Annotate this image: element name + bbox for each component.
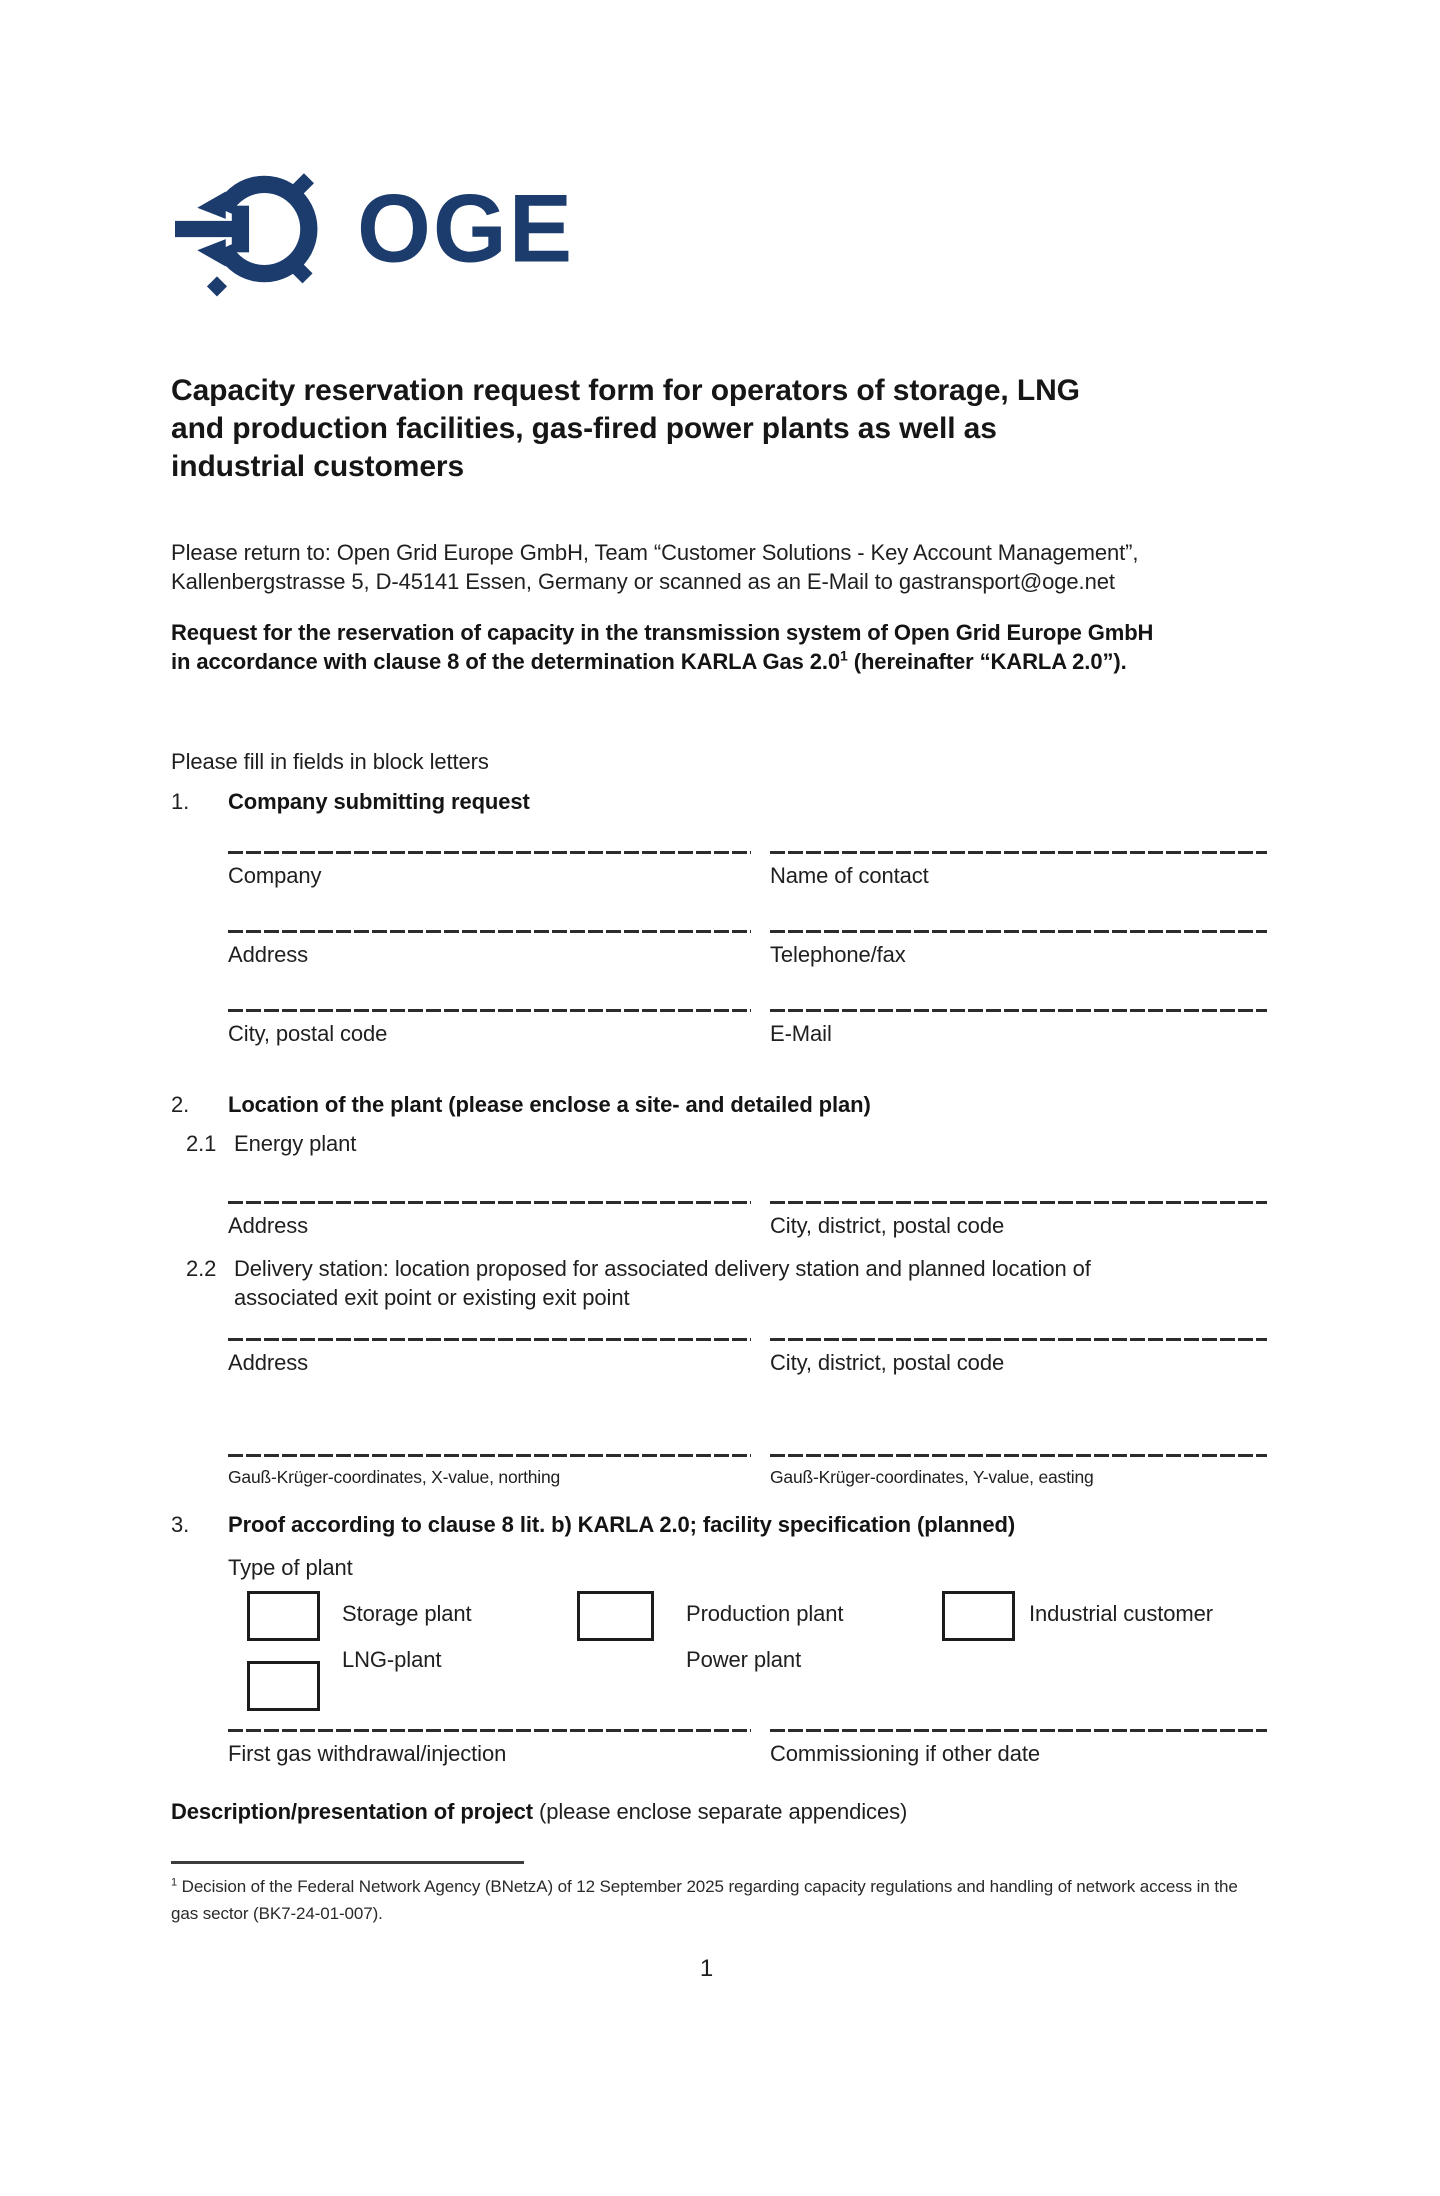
company-input-line[interactable] xyxy=(228,851,751,854)
oge-logo-icon xyxy=(171,158,321,300)
block-letters-note: Please fill in fields in block letters xyxy=(171,749,489,774)
gk-x-label: Gauß-Krüger-coordinates, X-value, northing xyxy=(228,1467,561,1487)
page-title xyxy=(171,372,1268,486)
station-city-label: City, district, postal code xyxy=(770,1350,1005,1375)
address-label: Address xyxy=(228,942,309,967)
email-label: E-Mail xyxy=(770,1021,832,1046)
section-2-1-title: Energy plant xyxy=(234,1131,357,1156)
lng-plant-label: LNG-plant xyxy=(342,1647,442,1672)
plant-address-label: Address xyxy=(228,1213,309,1238)
plant-type-options xyxy=(171,1585,1268,1717)
footnote-reference: 1 xyxy=(840,647,848,664)
power-plant-label: Power plant xyxy=(686,1647,802,1672)
section-2-heading xyxy=(171,1092,1268,1118)
form-row-coordinates xyxy=(228,1454,1268,1488)
form-row-plant-address xyxy=(228,1201,1268,1239)
section-3-title: Proof according to clause 8 lit. b) KARLA 2.0; facility specification (planned) xyxy=(228,1512,1016,1537)
section-3-number: 3. xyxy=(171,1512,190,1537)
lng-plant-checkbox[interactable] xyxy=(247,1661,320,1711)
section-2-2-heading xyxy=(186,1254,1268,1312)
request-statement xyxy=(171,618,1268,676)
title-line-1: Capacity reservation request form for operators of storage, LNG xyxy=(171,374,1080,407)
gk-x-input-line[interactable] xyxy=(228,1454,751,1457)
form-row-company xyxy=(228,851,1268,889)
industrial-customer-label: Industrial customer xyxy=(1029,1601,1213,1626)
contact-name-label: Name of contact xyxy=(770,863,929,888)
section-2-2-number: 2.2 xyxy=(186,1256,217,1281)
company-label: Company xyxy=(228,863,322,888)
production-plant-checkbox[interactable] xyxy=(577,1591,654,1641)
request-line-2: in accordance with clause 8 of the determination KARLA Gas $2.0^1$ (hereinafter “KARLA 2.0”). xyxy=(171,647,1127,674)
section-2-title: Location of the plant (please enclose a site- and detailed plan) xyxy=(228,1092,871,1117)
gk-y-input-line[interactable] xyxy=(770,1454,1267,1457)
section-1-number: 1. xyxy=(171,789,190,814)
form-row-dates xyxy=(228,1729,1268,1767)
oge-logo-text: OGE xyxy=(357,174,575,283)
telephone-fax-input-line[interactable] xyxy=(770,930,1267,933)
project-description-heading: Description/presentation of project (please enclose separate appendices) xyxy=(171,1799,908,1824)
return-instructions xyxy=(171,538,1268,596)
document-page xyxy=(0,158,1440,1983)
footnote-text: $^1$ Decision of the Federal Network Agency (BNetzA) of 12 September 2025 regarding capacity regulations and handling of network access in the gas sector (BK7-24-01-007). xyxy=(171,1876,1238,1923)
footnote-separator xyxy=(171,1861,524,1864)
form-row-city xyxy=(228,1009,1268,1047)
production-plant-label: Production plant xyxy=(686,1601,844,1626)
section-1-heading xyxy=(171,789,1268,815)
station-city-input-line[interactable] xyxy=(770,1338,1267,1341)
footnote-marker: 1 xyxy=(171,1876,178,1889)
page-number: 1 xyxy=(699,1955,714,1982)
plant-city-input-line[interactable] xyxy=(770,1201,1267,1204)
gk-y-label: Gauß-Krüger-coordinates, Y-value, easting xyxy=(770,1467,1094,1487)
city-postal-input-line[interactable] xyxy=(228,1009,751,1012)
return-line-1: Please return to: Open Grid Europe GmbH, Team “Customer Solutions - Key Account Management”, xyxy=(171,540,1139,565)
address-input-line[interactable] xyxy=(228,930,751,933)
industrial-customer-checkbox[interactable] xyxy=(942,1591,1015,1641)
commissioning-label: Commissioning if other date xyxy=(770,1741,1040,1766)
section-2-number: 2. xyxy=(171,1092,190,1117)
section-2-1-heading xyxy=(186,1129,1268,1158)
contact-name-input-line[interactable] xyxy=(770,851,1267,854)
station-address-input-line[interactable] xyxy=(228,1338,751,1341)
return-line-2: Kallenbergstrasse 5, D-45141 Essen, Germany or scanned as an E-Mail to gastransport@oge.net xyxy=(171,569,1115,594)
section-2-1-number: 2.1 xyxy=(186,1131,217,1156)
section-2-2-text: Delivery station: location proposed for associated delivery station and planned location of associated exit point or existing exit point xyxy=(234,1256,1091,1310)
email-input-line[interactable] xyxy=(770,1009,1267,1012)
first-gas-input-line[interactable] xyxy=(228,1729,751,1732)
type-of-plant-label: Type of plant xyxy=(228,1555,353,1580)
telephone-fax-label: Telephone/fax xyxy=(770,942,906,967)
form-row-address xyxy=(228,930,1268,968)
plant-city-label: City, district, postal code xyxy=(770,1213,1005,1238)
commissioning-input-line[interactable] xyxy=(770,1729,1267,1732)
section-3-heading xyxy=(171,1512,1268,1538)
storage-plant-label: Storage plant xyxy=(342,1601,472,1626)
storage-plant-checkbox[interactable] xyxy=(247,1591,320,1641)
city-postal-label: City, postal code xyxy=(228,1021,388,1046)
request-line-1: Request for the reservation of capacity in the transmission system of Open Grid Europe GmbH xyxy=(171,620,1154,645)
oge-logo xyxy=(171,158,1268,300)
form-row-station-address xyxy=(228,1338,1268,1376)
section-1-title: Company submitting request xyxy=(228,789,530,814)
first-gas-label: First gas withdrawal/injection xyxy=(228,1741,507,1766)
plant-address-input-line[interactable] xyxy=(228,1201,751,1204)
title-line-3: industrial customers xyxy=(171,450,465,483)
station-address-label: Address xyxy=(228,1350,309,1375)
title-line-2: and production facilities, gas-fired power plants as well as xyxy=(171,412,997,445)
